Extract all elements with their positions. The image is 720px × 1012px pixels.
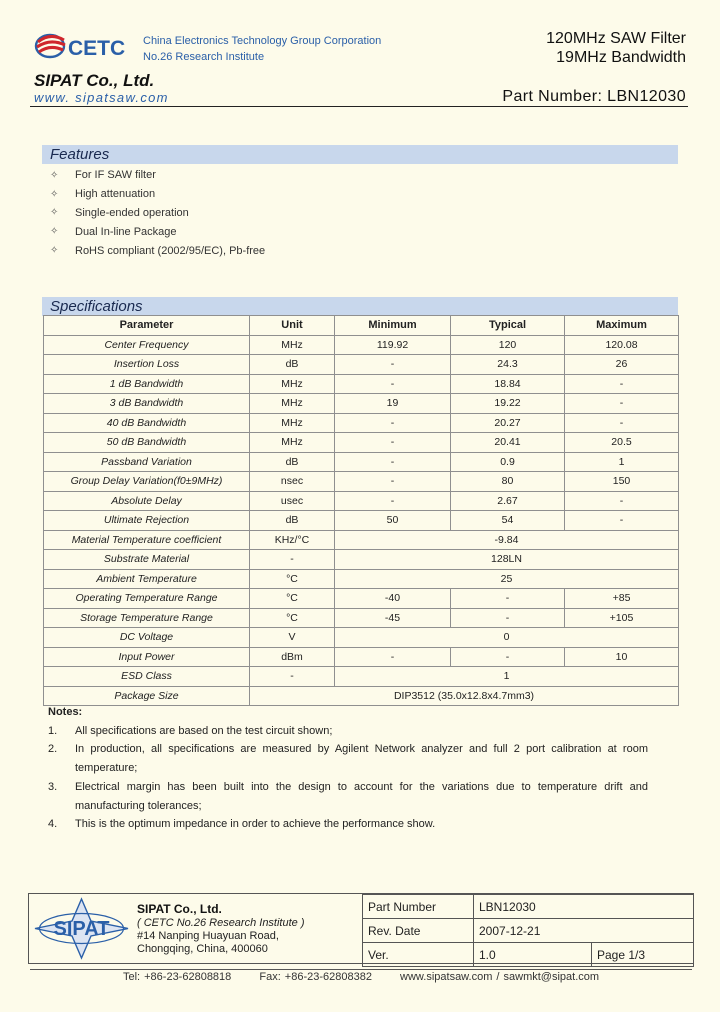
maximum-cell: - (565, 413, 679, 433)
parameter-cell: Material Temperature coefficient (44, 530, 250, 550)
column-header-typical: Typical (451, 316, 565, 336)
feature-text: RoHS compliant (2002/95/EC), Pb-free (75, 244, 266, 257)
feature-item (50, 241, 265, 260)
telephone: Tel: +86-23-62808818 (122, 971, 232, 983)
table-row (44, 589, 679, 609)
table-row (44, 413, 679, 433)
note-item (48, 740, 648, 778)
minimum-cell: - (335, 491, 451, 511)
note-number: 4. (48, 818, 58, 830)
table-header-row (44, 316, 679, 336)
typical-cell: 20.27 (451, 413, 565, 433)
info-row-part (363, 895, 694, 919)
unit-cell: - (250, 550, 335, 570)
feature-item (50, 222, 265, 241)
typical-cell: 2.67 (451, 491, 565, 511)
contact-line (30, 971, 692, 983)
table-row (44, 628, 679, 648)
typical-cell: 18.84 (451, 374, 565, 394)
value-cell: 1 (335, 667, 679, 687)
feature-text: High attenuation (75, 188, 156, 201)
parameter-cell: Input Power (44, 647, 250, 667)
value-cell: 0 (335, 628, 679, 648)
maximum-cell: - (565, 374, 679, 394)
unit-cell: dB (250, 355, 335, 375)
typical-cell: 120 (451, 335, 565, 355)
note-number: 3. (48, 781, 58, 793)
table-row (44, 511, 679, 531)
note-number: 2. (48, 743, 58, 755)
typical-cell: - (451, 608, 565, 628)
table-row (44, 550, 679, 570)
minimum-cell: - (335, 647, 451, 667)
table-row (44, 686, 679, 706)
unit-cell: MHz (250, 374, 335, 394)
value-cell: 128LN (335, 550, 679, 570)
note-item (48, 815, 648, 834)
table-row (44, 374, 679, 394)
minimum-cell: 50 (335, 511, 451, 531)
parameter-cell: Insertion Loss (44, 355, 250, 375)
unit-cell: dB (250, 511, 335, 531)
specifications-table (43, 315, 679, 706)
notes-title: Notes: (48, 706, 83, 718)
table-row (44, 452, 679, 472)
info-row-ver (363, 943, 694, 967)
feature-text: Single-ended operation (75, 206, 189, 219)
unit-cell: V (250, 628, 335, 648)
web-email-link[interactable]: www.sipatsaw.com / sawmkt@sipat.com (400, 971, 600, 983)
parameter-cell: Absolute Delay (44, 491, 250, 511)
product-title: 120MHz SAW Filter (546, 30, 686, 47)
unit-cell: dBm (250, 647, 335, 667)
header-divider (30, 106, 688, 107)
cetc-logo-text: CETC (68, 37, 126, 60)
package-size-cell: DIP3512 (35.0x12.8x4.7mm3) (250, 686, 679, 706)
sipat-logo (33, 897, 130, 960)
unit-cell: dB (250, 452, 335, 472)
page-indicator: Page 1/3 (592, 943, 694, 967)
table-row (44, 433, 679, 453)
column-header-maximum: Maximum (565, 316, 679, 336)
cetc-logo (34, 28, 130, 64)
bullet-icon: ✧ (50, 226, 59, 238)
company-name: SIPAT Co., Ltd. (34, 71, 155, 90)
minimum-cell: -40 (335, 589, 451, 609)
maximum-cell: - (565, 491, 679, 511)
note-text: All specifications are based on the test circuit shown; (75, 725, 333, 737)
parameter-cell: Ultimate Rejection (44, 511, 250, 531)
parameter-cell: DC Voltage (44, 628, 250, 648)
bullet-icon: ✧ (50, 188, 59, 200)
bullet-icon: ✧ (50, 207, 59, 219)
column-header-minimum: Minimum (335, 316, 451, 336)
table-row (44, 608, 679, 628)
bullet-icon: ✧ (50, 169, 59, 181)
rev-date-value: 2007-12-21 (474, 919, 694, 943)
unit-cell: KHz/°C (250, 530, 335, 550)
footer-company: SIPAT Co., Ltd. (137, 902, 222, 916)
maximum-cell: 150 (565, 472, 679, 492)
column-header-unit: Unit (250, 316, 335, 336)
table-row (44, 472, 679, 492)
unit-cell: MHz (250, 335, 335, 355)
maximum-cell: 1 (565, 452, 679, 472)
minimum-cell: 119.92 (335, 335, 451, 355)
version-label: Ver. (363, 943, 474, 967)
unit-cell: °C (250, 589, 335, 609)
unit-cell: °C (250, 608, 335, 628)
fax: Fax: +86-23-62808382 (259, 971, 372, 983)
footer-address-line2: Chongqing, China, 400060 (137, 943, 268, 955)
table-row (44, 491, 679, 511)
part-number: Part Number: LBN12030 (502, 88, 686, 105)
column-header-parameter: Parameter (44, 316, 250, 336)
info-row-rev (363, 919, 694, 943)
unit-cell: MHz (250, 394, 335, 414)
typical-cell: - (451, 589, 565, 609)
note-number: 1. (48, 725, 58, 737)
maximum-cell: 120.08 (565, 335, 679, 355)
minimum-cell: - (335, 355, 451, 375)
note-item (48, 722, 648, 741)
parameter-cell: Operating Temperature Range (44, 589, 250, 609)
org-name-line1: China Electronics Technology Group Corporation (143, 35, 382, 47)
note-item (48, 778, 648, 816)
feature-text: Dual In-line Package (75, 225, 177, 238)
version-value: 1.0 (474, 943, 592, 967)
table-row (44, 647, 679, 667)
parameter-cell: 3 dB Bandwidth (44, 394, 250, 414)
product-subtitle: 19MHz Bandwidth (556, 49, 686, 66)
maximum-cell: +85 (565, 589, 679, 609)
minimum-cell: - (335, 452, 451, 472)
website-link[interactable]: www. sipatsaw.com (34, 90, 169, 105)
table-row (44, 530, 679, 550)
footer-address-line1: #14 Nanping Huayuan Road, (137, 930, 279, 942)
minimum-cell: 19 (335, 394, 451, 414)
table-row (44, 355, 679, 375)
table-row (44, 335, 679, 355)
minimum-cell: - (335, 472, 451, 492)
value-cell: -9.84 (335, 530, 679, 550)
bullet-icon: ✧ (50, 245, 59, 257)
typical-cell: 54 (451, 511, 565, 531)
maximum-cell: 26 (565, 355, 679, 375)
parameter-cell: Group Delay Variation(f0±9MHz) (44, 472, 250, 492)
value-cell: 25 (335, 569, 679, 589)
features-heading: Features (42, 145, 678, 164)
note-text: This is the optimum impedance in order to achieve the performance show. (75, 818, 436, 830)
maximum-cell: 10 (565, 647, 679, 667)
parameter-cell: Center Frequency (44, 335, 250, 355)
typical-cell: - (451, 647, 565, 667)
typical-cell: 0.9 (451, 452, 565, 472)
minimum-cell: - (335, 374, 451, 394)
typical-cell: 24.3 (451, 355, 565, 375)
unit-cell: usec (250, 491, 335, 511)
maximum-cell: +105 (565, 608, 679, 628)
note-text: Electrical margin has been built into the design to account for the variations due to temperature drift and manufacturing tolerances; (75, 781, 648, 812)
typical-cell: 19.22 (451, 394, 565, 414)
feature-text: For IF SAW filter (75, 169, 156, 182)
maximum-cell: - (565, 511, 679, 531)
parameter-cell: Ambient Temperature (44, 569, 250, 589)
parameter-cell: 50 dB Bandwidth (44, 433, 250, 453)
feature-item (50, 204, 265, 223)
footer-divider (30, 969, 692, 970)
org-name-line2: No.26 Research Institute (143, 51, 265, 63)
parameter-cell: ESD Class (44, 667, 250, 687)
typical-cell: 80 (451, 472, 565, 492)
unit-cell: MHz (250, 433, 335, 453)
table-row (44, 394, 679, 414)
parameter-cell: Storage Temperature Range (44, 608, 250, 628)
unit-cell: °C (250, 569, 335, 589)
note-text: In production, all specifications are measured by Agilent Network analyzer and full 2 port calibration at room temperature; (75, 743, 648, 774)
features-list (50, 166, 265, 260)
maximum-cell: - (565, 394, 679, 414)
typical-cell: 20.41 (451, 433, 565, 453)
feature-item (50, 185, 265, 204)
parameter-cell: Passband Variation (44, 452, 250, 472)
parameter-cell: Substrate Material (44, 550, 250, 570)
table-row (44, 667, 679, 687)
unit-cell: - (250, 667, 335, 687)
part-number-value: LBN12030 (474, 895, 694, 919)
part-number-label: Part Number (363, 895, 474, 919)
document-info-table (362, 894, 694, 967)
parameter-cell: 1 dB Bandwidth (44, 374, 250, 394)
cetc-emblem-icon (36, 35, 65, 57)
minimum-cell: - (335, 433, 451, 453)
footer-institute: ( CETC No.26 Research Institute ) (137, 917, 305, 929)
parameter-cell: Package Size (44, 686, 250, 706)
feature-item (50, 166, 265, 185)
rev-date-label: Rev. Date (363, 919, 474, 943)
minimum-cell: - (335, 413, 451, 433)
specifications-heading: Specifications (42, 297, 678, 316)
sipat-logo-text: SIPAT (53, 918, 110, 940)
maximum-cell: 20.5 (565, 433, 679, 453)
parameter-cell: 40 dB Bandwidth (44, 413, 250, 433)
minimum-cell: -45 (335, 608, 451, 628)
table-row (44, 569, 679, 589)
unit-cell: MHz (250, 413, 335, 433)
unit-cell: nsec (250, 472, 335, 492)
